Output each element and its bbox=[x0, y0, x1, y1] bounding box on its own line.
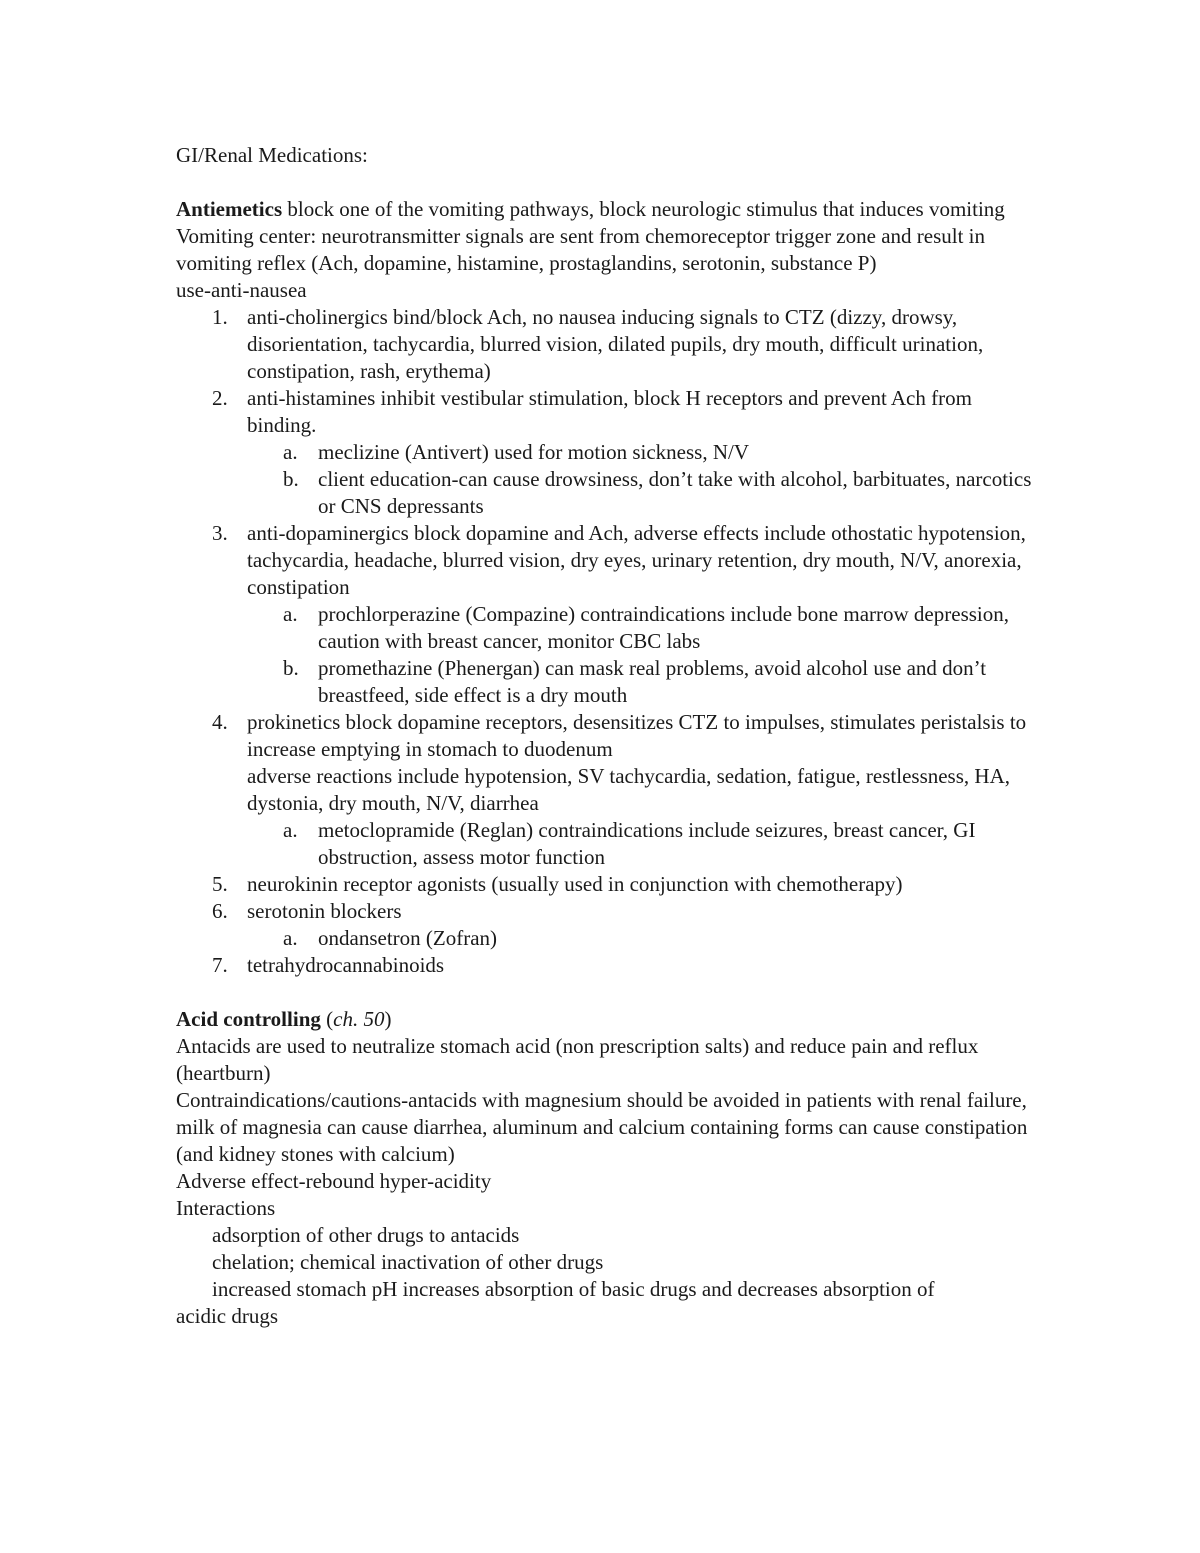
sub-list-item bbox=[176, 439, 1036, 466]
list-item bbox=[176, 871, 1036, 898]
list-item-text: neurokinin receptor agonists (usually used in conjunction with chemotherapy) bbox=[247, 872, 903, 896]
antacids-text: Antacids are used to neutralize stomach acid (non prescription salts) and reduce pain and reflux (heartburn) bbox=[176, 1034, 979, 1085]
list-item bbox=[176, 952, 1036, 979]
sub-list-letter: b. bbox=[283, 467, 299, 491]
sub-list-item-text: prochlorperazine (Compazine) contraindications include bone marrow depression, caution with breast cancer, monitor CBC labs bbox=[318, 602, 1010, 653]
list-item-continuation: adverse reactions include hypotension, SV tachycardia, sedation, fatigue, restlessness, HA, dystonia, dry mouth, N/V, diarrhea bbox=[247, 764, 1010, 815]
antiemetics-heading: Antiemetics bbox=[176, 197, 283, 221]
list-item-text: prokinetics block dopamine receptors, desensitizes CTZ to impulses, stimulates peristalsis to increase emptying in stomach to duodenum bbox=[247, 710, 1027, 761]
sub-list-letter: a. bbox=[283, 440, 298, 464]
sub-list-item-text: client education-can cause drowsiness, don’t take with alcohol, barbituates, narcotics or CNS depressants bbox=[318, 467, 1032, 518]
list-item-text: anti-cholinergics bind/block Ach, no nausea inducing signals to CTZ (dizzy, drowsy, disorientation, tachycardia, blurred vision, dilated pupils, dry mouth, difficult urination, constipation, rash, erythema) bbox=[247, 305, 984, 383]
sub-list-item-text: ondansetron (Zofran) bbox=[318, 926, 498, 950]
sub-list-letter: a. bbox=[283, 602, 298, 626]
sub-list-item bbox=[176, 925, 1036, 952]
document-page bbox=[176, 142, 1036, 1330]
list-item bbox=[176, 709, 1036, 817]
antiemetics-intro bbox=[176, 196, 1036, 223]
acid-controlling-heading-line bbox=[176, 1006, 1036, 1033]
list-item-text: anti-dopaminergics block dopamine and Ach, adverse effects include othostatic hypotension, tachycardia, headache, blurred vision, dry eyes, urinary retention, dry mouth, N/V, anorexia, constipation bbox=[247, 521, 1026, 599]
acid-controlling-heading: Acid controlling bbox=[176, 1007, 321, 1031]
sub-list-item bbox=[176, 466, 1036, 520]
chapter-paren-close: ) bbox=[384, 1007, 392, 1031]
sub-list-item-text: promethazine (Phenergan) can mask real problems, avoid alcohol use and don’t breastfeed, side effect is a dry mouth bbox=[318, 656, 987, 707]
list-number: 1. bbox=[212, 305, 228, 329]
interactions-heading: Interactions bbox=[176, 1196, 276, 1220]
sub-list-item-text: meclizine (Antivert) used for motion sickness, N/V bbox=[318, 440, 749, 464]
list-number: 4. bbox=[212, 710, 228, 734]
document-title: GI/Renal Medications: bbox=[176, 143, 368, 167]
sub-list-letter: b. bbox=[283, 656, 299, 680]
list-number: 7. bbox=[212, 953, 228, 977]
sub-list-item bbox=[176, 601, 1036, 655]
section-spacer bbox=[176, 979, 1036, 1006]
list-item bbox=[176, 385, 1036, 439]
list-item bbox=[176, 304, 1036, 385]
list-number: 5. bbox=[212, 872, 228, 896]
list-number: 6. bbox=[212, 899, 228, 923]
sub-list-letter: a. bbox=[283, 818, 298, 842]
interaction-item-first-line: increased stomach pH increases absorption of basic drugs and decreases absorption of bbox=[212, 1277, 935, 1301]
list-item-text: tetrahydrocannabinoids bbox=[247, 953, 445, 977]
list-number: 3. bbox=[212, 521, 228, 545]
sub-list-item-text: metoclopramide (Reglan) contraindications include seizures, breast cancer, GI obstruction, assess motor function bbox=[318, 818, 976, 869]
antiemetics-intro-text: block one of the vomiting pathways, block neurologic stimulus that induces vomiting bbox=[282, 197, 1005, 221]
list-item bbox=[176, 898, 1036, 925]
list-number: 2. bbox=[212, 386, 228, 410]
interaction-item: adsorption of other drugs to antacids bbox=[212, 1223, 520, 1247]
antiemetics-list bbox=[176, 304, 1036, 979]
chapter-reference: ch. 50 bbox=[333, 1007, 385, 1031]
list-item-text: anti-histamines inhibit vestibular stimulation, block H receptors and prevent Ach from binding. bbox=[247, 386, 972, 437]
list-item bbox=[176, 520, 1036, 601]
use-text: use-anti-nausea bbox=[176, 278, 307, 302]
adverse-effect-text: Adverse effect-rebound hyper-acidity bbox=[176, 1169, 492, 1193]
contraindications-text: Contraindications/cautions-antacids with magnesium should be avoided in patients with renal failure, milk of magnesia can cause diarrhea, aluminum and calcium containing forms can cause constipation (and kidney stones with calcium) bbox=[176, 1088, 1028, 1166]
sub-list-item bbox=[176, 817, 1036, 871]
sub-list-item bbox=[176, 655, 1036, 709]
interaction-item-second-line: acidic drugs bbox=[176, 1304, 279, 1328]
list-item-text: serotonin blockers bbox=[247, 899, 402, 923]
sub-list-letter: a. bbox=[283, 926, 298, 950]
chapter-paren-open: ( bbox=[320, 1007, 334, 1031]
interaction-item: chelation; chemical inactivation of other drugs bbox=[212, 1250, 604, 1274]
vomiting-center-text: Vomiting center: neurotransmitter signals are sent from chemoreceptor trigger zone and result in vomiting reflex (Ach, dopamine, histamine, prostaglandins, serotonin, substance P) bbox=[176, 224, 986, 275]
